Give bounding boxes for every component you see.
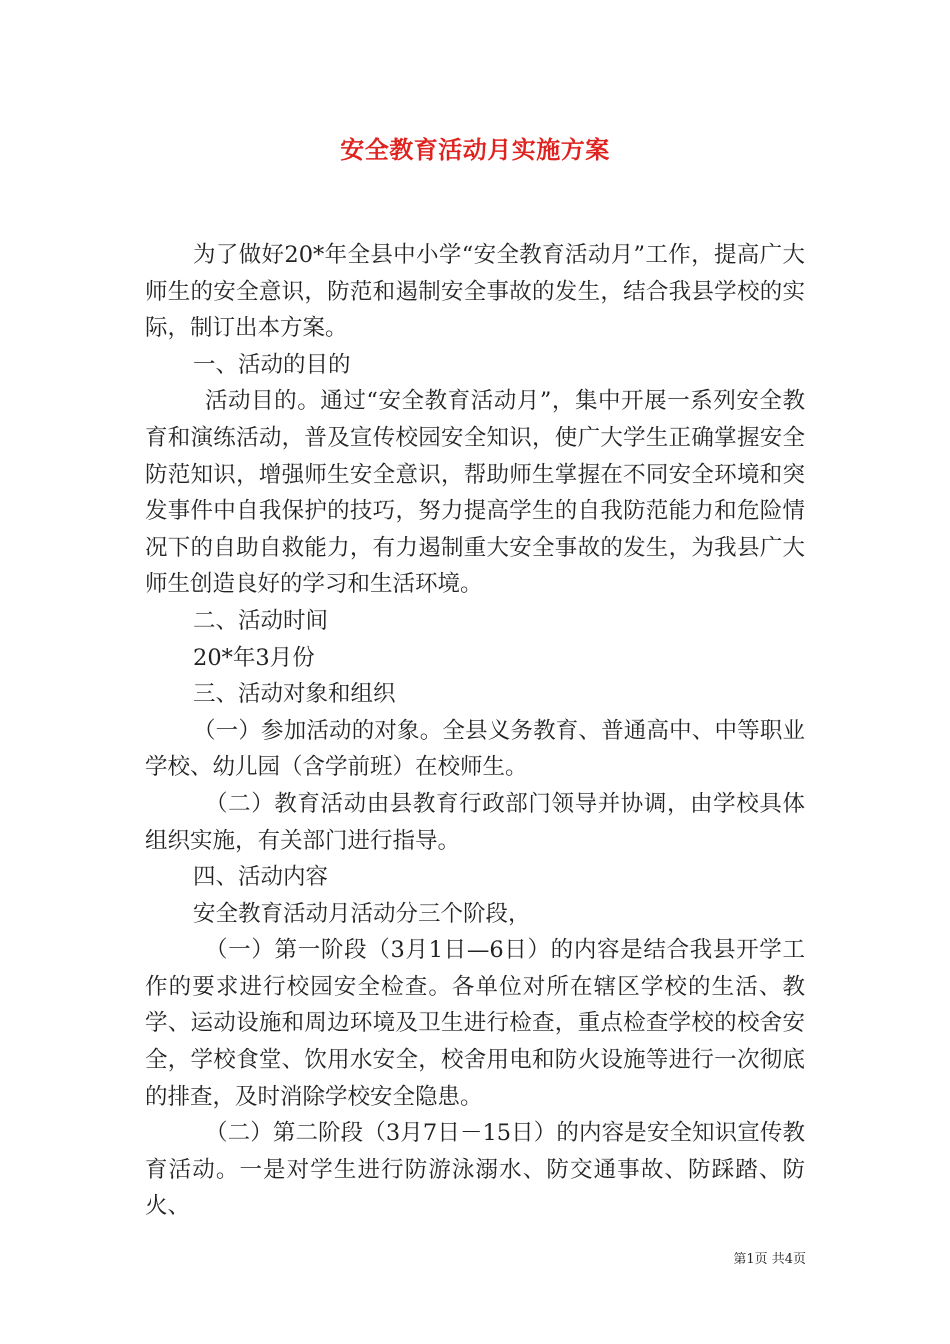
section-heading-content: 四、活动内容 [193,864,329,891]
document-body [145,237,805,1225]
paragraph-organization: （二）教育活动由县教育行政部门领导并协调，由学校具体组织实施，有关部门进行指导。 [145,790,805,854]
document-title: 安全教育活动月实施方案 [340,136,610,164]
paragraph-purpose: 活动目的。通过“安全教育活动月”，集中开展一系列安全教育和演练活动，普及宣传校园安全知识，使广大学生正确掌握安全防范知识，增强师生安全意识，帮助师生掌握在不同安全环境和突发事件中自我保护的技巧，努力提高学生的自我防范能力和危险情况下的自助自救能力，有力遏制重大安全事故的发生，为我县广大师生创造良好的学习和生活环境。 [145,388,805,598]
paragraph-intro: 为了做好20*年全县中小学“安全教育活动月”工作，提高广大师生的安全意识，防范和遏制安全事故的发生，结合我县学校的实际，制订出本方案。 [145,242,805,342]
paragraph-stages-intro: 安全教育活动月活动分三个阶段， [193,900,531,927]
paragraph-stage-one: （一）第一阶段（3月1日—6日）的内容是结合我县开学工作的要求进行校园安全检查。各单位对所在辖区学校的生活、教学、运动设施和周边环境及卫生进行检查，重点检查学校的校舍安全，学校食堂、饮用水安全，校舍用电和防火设施等进行一次彻底的排查，及时消除学校安全隐患。 [145,937,805,1110]
section-heading-time: 二、活动时间 [193,607,329,634]
section-heading-participants: 三、活动对象和组织 [193,681,396,708]
section-heading-purpose: 一、活动的目的 [193,351,351,378]
paragraph-time: 20*年3月份 [193,644,315,671]
page-number: 第1页 共4页 [733,1252,806,1267]
paragraph-participants: （一）参加活动的对象。全县义务教育、普通高中、中等职业学校、幼儿园（含学前班）在校师生。 [145,717,805,781]
paragraph-stage-two: （二）第二阶段（3月7日－15日）的内容是安全知识宣传教育活动。一是对学生进行防游泳溺水、防交通事故、防踩踏、防火、 [145,1120,805,1220]
